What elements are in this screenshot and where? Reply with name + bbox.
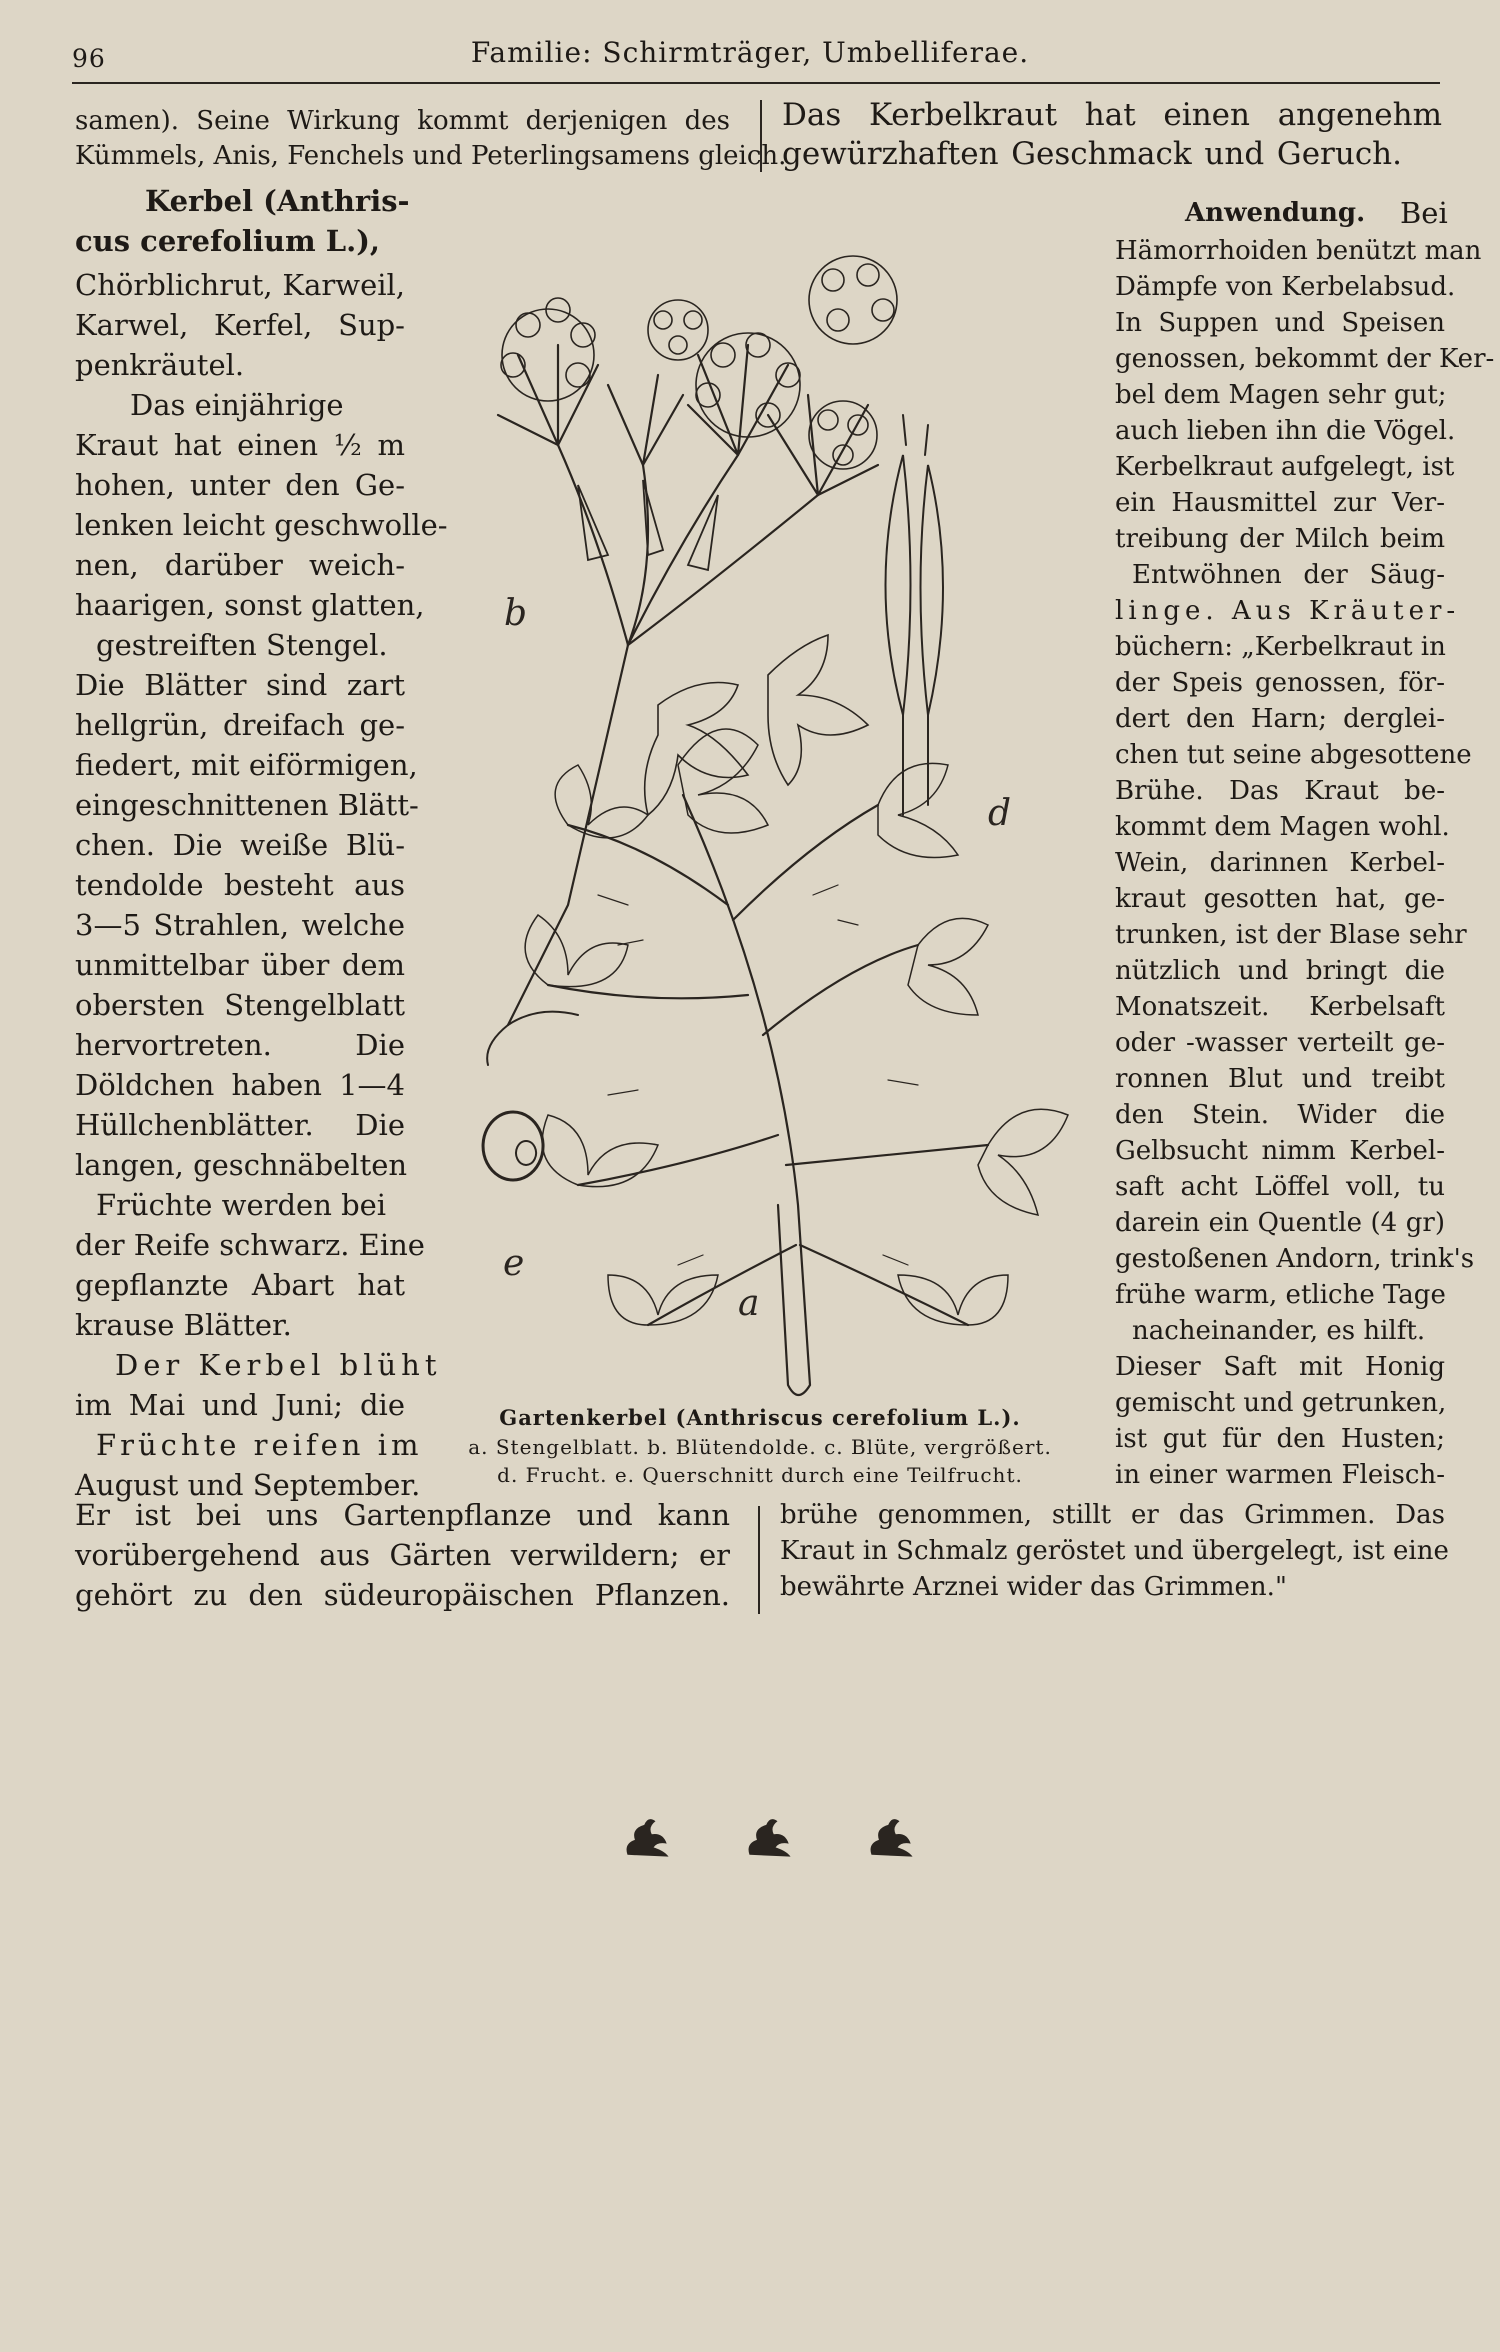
text-line: gepflanzte Abart hat (75, 1268, 405, 1302)
figure-label-d: d (988, 793, 1012, 834)
text-line: in einer warmen Fleisch- (1115, 1460, 1445, 1490)
text-line: fiedert, mit eiförmigen, (75, 748, 418, 782)
text-line: Karwel, Kerfel, Sup- (75, 308, 405, 342)
text-line: den Stein. Wider die (1115, 1100, 1445, 1130)
text-line: ein Hausmittel zur Ver- (1115, 488, 1445, 518)
figure-label-b: b (504, 593, 528, 634)
text-line: haarigen, sonst glatten, (75, 588, 425, 622)
text-line: chen tut seine abgesottene (1115, 740, 1472, 770)
text-line: Früchte reifen im (96, 1428, 423, 1462)
text-line: frühe warm, etliche Tage (1115, 1280, 1446, 1310)
text-line: auch lieben ihn die Vögel. (1115, 416, 1456, 446)
bottom-right-line: brühe genommen, stillt er das Grimmen. Das (780, 1500, 1445, 1530)
chervil-illustration-icon (448, 205, 1088, 1410)
text-line: Das einjährige (130, 388, 344, 422)
header-rule (72, 82, 1440, 84)
text-line: hervortreten. Die (75, 1028, 405, 1062)
page-number: 96 (72, 44, 106, 73)
text-line: Hüllchenblätter. Die (75, 1108, 405, 1142)
text-line: oder -wasser verteilt ge- (1115, 1028, 1445, 1058)
text-line: im Mai und Juni; die (75, 1388, 405, 1422)
top-left-line: Kümmels, Anis, Fenchels und Peterlingsamens gleich. (75, 141, 787, 171)
text-line: ist gut für den Husten; (1115, 1424, 1445, 1454)
text-line: Dämpfe von Kerbelabsud. (1115, 272, 1456, 302)
text-line: Bei (1400, 196, 1448, 230)
text-line: 3—5 Strahlen, welche (75, 908, 405, 942)
text-line: In Suppen und Speisen (1115, 308, 1445, 338)
text-line: nen, darüber weich- (75, 548, 405, 582)
text-line: obersten Stengelblatt (75, 988, 405, 1022)
text-line: Wein, darinnen Kerbel- (1115, 848, 1445, 878)
text-line: Gelbsucht nimm Kerbel- (1115, 1136, 1445, 1166)
text-line: gestreiften Stengel. (96, 628, 388, 662)
text-line: hellgrün, dreifach ge- (75, 708, 405, 742)
running-title: Familie: Schirmträger, Umbelliferae. (470, 36, 1030, 69)
text-line: darein ein Quentle (4 gr) (1115, 1208, 1445, 1238)
text-line: saft acht Löffel voll, tu (1115, 1172, 1445, 1202)
text-line: Chörblichrut, Karweil, (75, 268, 405, 302)
column-divider (760, 100, 762, 172)
flower-umbel (487, 256, 897, 1065)
caption-line: a. Stengelblatt. b. Blütendolde. c. Blüte, vergrößert. (468, 1435, 1052, 1459)
column-divider (758, 1506, 760, 1614)
text-line: trunken, ist der Blase sehr (1115, 920, 1467, 950)
text-line: nützlich und bringt die (1115, 956, 1445, 986)
text-line: Entwöhnen der Säug- (1132, 560, 1445, 590)
section-heading: Anwendung. (1185, 198, 1366, 228)
bottom-right-line: Kraut in Schmalz geröstet und übergelegt, ist eine (780, 1536, 1449, 1566)
bottom-left-line: gehört zu den südeuropäischen Pflanzen. (75, 1578, 730, 1612)
figure-label-e: e (503, 1243, 525, 1284)
species-heading: cus cerefolium L.), (75, 224, 381, 258)
botanical-illustration (448, 205, 1088, 1410)
cross-section-detail (483, 1112, 543, 1180)
text-line: penkräutel. (75, 348, 245, 382)
fleuron-icon (864, 1810, 920, 1866)
text-line: hohen, unter den Ge- (75, 468, 405, 502)
text-line: Dieser Saft mit Honig (1115, 1352, 1445, 1382)
figure-caption-legend (430, 1433, 1090, 1489)
ornament-row (620, 1810, 920, 1870)
text-line: büchern: „Kerbelkraut in (1115, 632, 1446, 662)
text-line: Monatszeit. Kerbelsaft (1115, 992, 1445, 1022)
text-line: August und September. (75, 1468, 421, 1502)
text-line: krause Blätter. (75, 1308, 292, 1342)
text-line: Kerbelkraut aufgelegt, ist (1115, 452, 1455, 482)
bottom-left-line: Er ist bei uns Gartenpflanze und kann (75, 1498, 730, 1532)
text-line: der Speis genossen, för- (1115, 668, 1445, 698)
top-right-line: gewürzhaften Geschmack und Geruch. (782, 136, 1402, 172)
bottom-left-line: vorübergehend aus Gärten verwildern; er (75, 1538, 730, 1572)
text-line: bel dem Magen sehr gut; (1115, 380, 1447, 410)
figure-label-a: a (738, 1283, 760, 1324)
text-line: ronnen Blut und treibt (1115, 1064, 1445, 1094)
text-line: genossen, bekommt der Ker- (1115, 344, 1495, 374)
figure-caption-title: Gartenkerbel (Anthriscus cerefolium L.). (499, 1405, 1021, 1430)
caption-line: d. Frucht. e. Querschnitt durch eine Teilfrucht. (497, 1463, 1023, 1487)
text-line: nacheinander, es hilft. (1132, 1316, 1426, 1346)
text-line: dert den Harn; derglei- (1115, 704, 1445, 734)
text-line: kommt dem Magen wohl. (1115, 812, 1450, 842)
text-line: chen. Die weiße Blü- (75, 828, 405, 862)
text-line: Die Blätter sind zart (75, 668, 405, 702)
text-line: der Reife schwarz. Eine (75, 1228, 425, 1262)
text-line: treibung der Milch beim (1115, 524, 1445, 554)
text-line: eingeschnittenen Blätt- (75, 788, 419, 822)
text-line: unmittelbar über dem (75, 948, 405, 982)
text-line: linge. Aus Kräuter- (1115, 596, 1461, 626)
fleuron-icon (742, 1810, 798, 1866)
text-line: kraut gesotten hat, ge- (1115, 884, 1445, 914)
text-line: langen, geschnäbelten (75, 1148, 408, 1182)
text-line: Kraut hat einen ½ m (75, 428, 405, 462)
text-line: gemischt und getrunken, (1115, 1388, 1447, 1418)
text-line: lenken leicht geschwolle- (75, 508, 448, 542)
text-line: Der Kerbel blüht (115, 1348, 442, 1382)
text-line: tendolde besteht aus (75, 868, 405, 902)
text-line: Brühe. Das Kraut be- (1115, 776, 1445, 806)
top-right-line: Das Kerbelkraut hat einen angenehm (782, 97, 1442, 133)
species-heading: Kerbel (Anthris- (145, 184, 410, 218)
top-left-line: samen). Seine Wirkung kommt derjenigen des (75, 106, 730, 136)
text-line: Früchte werden bei (96, 1188, 387, 1222)
stem-leaf (525, 729, 1068, 1395)
text-line: Döldchen haben 1—4 (75, 1068, 405, 1102)
fleuron-icon (620, 1810, 676, 1866)
text-line: gestoßenen Andorn, trink's (1115, 1244, 1475, 1274)
text-line: Hämorrhoiden benützt man (1115, 236, 1482, 266)
bottom-right-line: bewährte Arznei wider das Grimmen." (780, 1572, 1287, 1602)
fruit-detail (886, 415, 944, 815)
